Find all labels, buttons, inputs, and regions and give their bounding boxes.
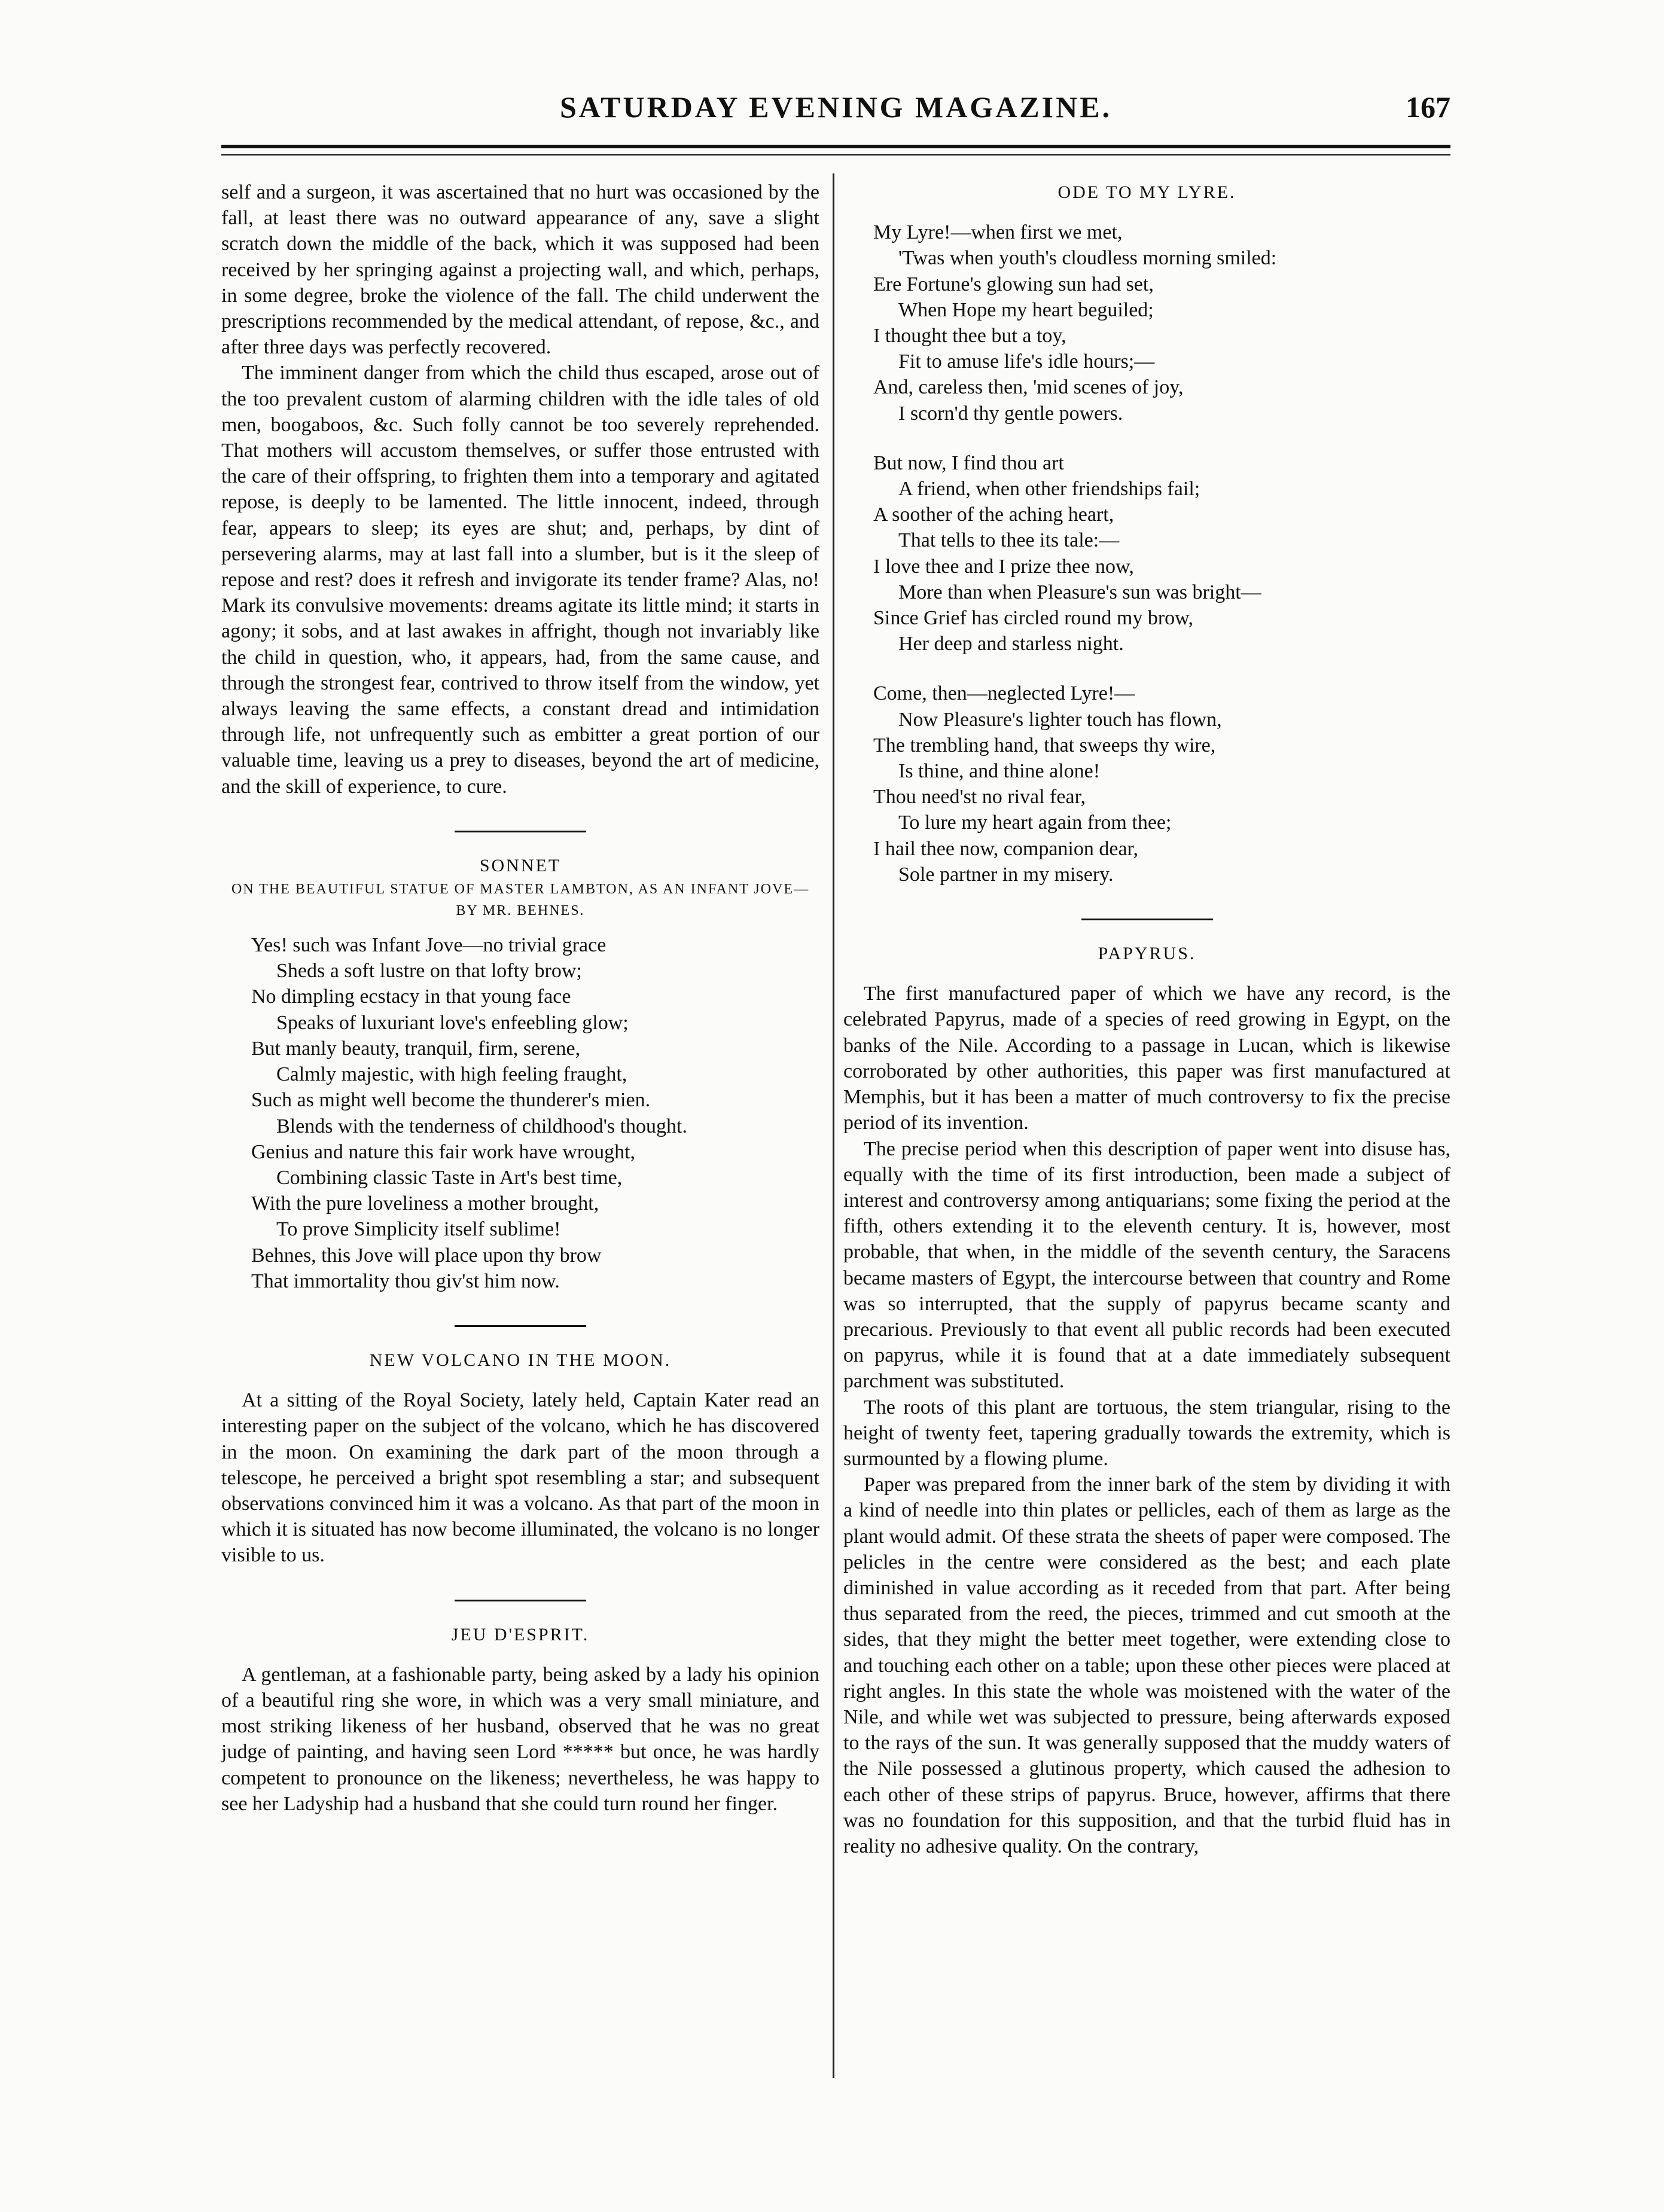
poem-line: Speaks of luxuriant love's enfeebling glow;	[276, 1011, 629, 1034]
intro-paragraph: The imminent danger from which the child thus escaped, arose out of the too prevalent custom of alarming children with the idle tales of old men, boogaboos, &c. Such folly cannot be too severely reprehended. That mothers will accustom themselves, or suffer those entrusted with the care of their offspring, to frighten them into a temporary and agitated repose, is deeply to be lamented. The little innocent, indeed, through fear, appears to sleep; its eyes are shut; and, perhaps, by dint of persevering alarms, may at last fall into a slumber, but is it the sleep of repose and rest? does it refresh and invigorate its tender frame? Alas, no! Mark its convulsive movements: dreams agitate its little mind; it starts in agony; it sobs, and at last awakes in affright, though not invariably like the child in question, who, it appears, had, from the same cause, and through the strongest fear, contrived to throw itself from the window, yet always leaving the same effects, a constant dread and intimidation through life, not unfrequently such as embitter a great portion of our valuable time, leaving us a prey to diseases, beyond the art of medicine, and the skill of experience, to cure.	[221, 362, 819, 798]
section-rule	[1081, 919, 1213, 920]
poem-line: Such as might well become the thunderer's mien.	[251, 1089, 651, 1112]
left-column	[221, 179, 819, 1817]
poem-line: To lure my heart again from thee;	[898, 811, 1172, 834]
ode-title: ODE TO MY LYRE.	[1057, 182, 1236, 202]
poem-line: Blends with the tenderness of childhood's thought.	[276, 1115, 687, 1137]
papyrus-paragraph: The roots of this plant are tortuous, the stem triangular, rising to the height of twenty feet, tapering gradually towards the extremity, which is surmounted by a flowing plume.	[843, 1396, 1450, 1470]
poem-line: Ere Fortune's glowing sun had set,	[873, 273, 1154, 295]
ode-stanza	[843, 681, 1450, 887]
ode-stanza	[843, 450, 1450, 657]
sonnet-subtitle: ON THE BEAUTIFUL STATUE OF MASTER LAMBTON, AS AN INFANT JOVE—BY MR. BEHNES.	[231, 881, 810, 919]
sonnet-poem	[221, 932, 819, 1294]
running-title: SATURDAY EVENING MAGAZINE.	[559, 90, 1113, 124]
poem-line: Since Grief has circled round my brow,	[873, 607, 1194, 630]
right-column	[843, 179, 1450, 1859]
poem-line: Behnes, this Jove will place upon thy brow	[251, 1244, 602, 1267]
sonnet-title: SONNET	[479, 855, 562, 875]
poem-line: Her deep and starless night.	[898, 633, 1124, 655]
poem-line: Come, then—neglected Lyre!—	[873, 682, 1135, 705]
poem-line: To prove Simplicity itself sublime!	[276, 1218, 561, 1241]
poem-line: 'Twas when youth's cloudless morning smiled:	[898, 247, 1277, 270]
poem-line: When Hope my heart beguiled;	[898, 298, 1154, 321]
papyrus-paragraph: Paper was prepared from the inner bark of the stem by dividing it with a kind of needle into thin plates or pellicles, each of them as large as the plant would admit. Of these strata the sheets of paper were composed. The pelicles in the centre were considered as the best; and each plate diminished in value according as it receded from that part. After being thus separated from the reed, the pieces, trimmed and cut smooth at the sides, that they might the better meet together, were extending close to and touching each other on a table; upon these other pieces were placed at right angles. In this state the whole was moistened with the water of the Nile, and while wet was subjected to pressure, being afterwards exposed to the rays of the sun. It was generally supposed that the muddy waters of the Nile possessed a glutinous property, which caused the adhesion to each other of these strips of papyrus. Bruce, however, affirms that there was no foundation for this supposition, and that the turbid fluid has in reality no adhesive quality. On the contrary,	[843, 1473, 1450, 1857]
ode-stanza	[843, 219, 1450, 426]
poem-line: No dimpling ecstacy in that young face	[251, 986, 571, 1008]
volcano-text: At a sitting of the Royal Society, lately held, Captain Kater read an interesting paper on the subject of the volcano, which he has discovered in the moon. On examining the dark part of the moon through a telescope, he perceived a bright spot resembling a star; and subsequent observations convinced him it was a volcano. As that part of the moon in which it is situated has now become illuminated, the volcano is no longer visible to us.	[221, 1389, 819, 1567]
intro-paragraph: self and a surgeon, it was ascertained that no hurt was occasioned by the fall, at least there was no outward appearance of any, save a slight scratch down the middle of the back, which it was supposed had been received by her springing against a projecting wall, and which, perhaps, in some degree, broke the violence of the fall. The child underwent the prescriptions recommended by the medical attendant, of repose, &c., and after three days was perfectly recovered.	[221, 181, 819, 359]
poem-line: A soother of the aching heart,	[873, 504, 1114, 526]
poem-line: My Lyre!—when first we met,	[873, 221, 1123, 244]
ode-poem	[843, 219, 1450, 887]
papyrus-title: PAPYRUS.	[1098, 944, 1196, 964]
poem-line: Thou need'st no rival fear,	[873, 786, 1086, 808]
poem-line: Is thine, and thine alone!	[898, 760, 1101, 783]
poem-line: Combining classic Taste in Art's best time,	[276, 1166, 623, 1189]
page-number: 167	[1406, 90, 1450, 124]
poem-line: Genius and nature this fair work have wrought,	[251, 1140, 636, 1163]
poem-line: Yes! such was Infant Jove—no trivial grace	[251, 934, 607, 957]
poem-line: That tells to thee its tale:—	[898, 529, 1120, 552]
poem-line: That immortality thou giv'st him now.	[251, 1270, 560, 1292]
poem-line: I thought thee but a toy,	[873, 325, 1066, 347]
section-rule	[455, 1325, 586, 1327]
volcano-title: NEW VOLCANO IN THE MOON.	[369, 1350, 672, 1370]
poem-line: But manly beauty, tranquil, firm, serene,	[251, 1037, 581, 1060]
poem-line: Sheds a soft lustre on that lofty brow;	[276, 960, 582, 983]
poem-line: And, careless then, 'mid scenes of joy,	[873, 376, 1184, 399]
poem-line: More than when Pleasure's sun was bright—	[898, 581, 1261, 603]
poem-line: I scorn'd thy gentle powers.	[898, 402, 1123, 425]
poem-line: I hail thee now, companion dear,	[873, 837, 1138, 860]
poem-line: With the pure loveliness a mother brought,	[251, 1192, 599, 1215]
section-rule	[455, 1600, 586, 1601]
poem-line: Calmly majestic, with high feeling fraught,	[276, 1063, 627, 1086]
poem-line: The trembling hand, that sweeps thy wire,	[873, 734, 1216, 756]
poem-line: Now Pleasure's lighter touch has flown,	[898, 708, 1222, 731]
column-divider	[833, 173, 834, 2078]
jeu-text: A gentleman, at a fashionable party, being asked by a lady his opinion of a beautiful ring she wore, in which was a very small miniature, and most striking likeness of her husband, observed that he was no great judge of painting, and having seen Lord ***** but once, he was hardly competent to pronounce on the likeness; nevertheless, he was happy to see her Ladyship had a husband that she could turn round her finger.	[221, 1663, 819, 1815]
poem-line: Fit to amuse life's idle hours;—	[898, 350, 1155, 373]
poem-line: But now, I find thou art	[873, 451, 1064, 474]
header-rule	[221, 145, 1450, 155]
section-rule	[455, 831, 586, 832]
poem-line: I love thee and I prize thee now,	[873, 555, 1134, 578]
poem-line: A friend, when other friendships fail;	[898, 478, 1200, 501]
poem-line: Sole partner in my misery.	[898, 863, 1114, 886]
papyrus-paragraph: The precise period when this description of paper went into disuse has, equally with the time of its first introduction, been made a subject of interest and controversy among antiquarians; some fixing the period at the fifth, others extending it to the eleventh century. It is, however, most probable, that when, in the middle of the seventh century, the Saracens became masters of Egypt, the intercourse between that country and Rome was so interrupted, that the supply of papyrus became scanty and precarious. Previously to that event all public records had been executed on papyrus, while it is found that at a date immediately subsequent parchment was substituted.	[843, 1137, 1450, 1393]
page-header	[221, 90, 1450, 149]
jeu-title: JEU D'ESPRIT.	[451, 1624, 590, 1644]
papyrus-paragraph: The first manufactured paper of which we have any record, is the celebrated Papyrus, made of a species of reed growing in Egypt, on the banks of the Nile. According to a passage in Lucan, which is likewise corroborated by other authorities, this paper was first manufactured at Memphis, but it has been a matter of much controversy to fix the precise period of its invention.	[843, 983, 1450, 1134]
